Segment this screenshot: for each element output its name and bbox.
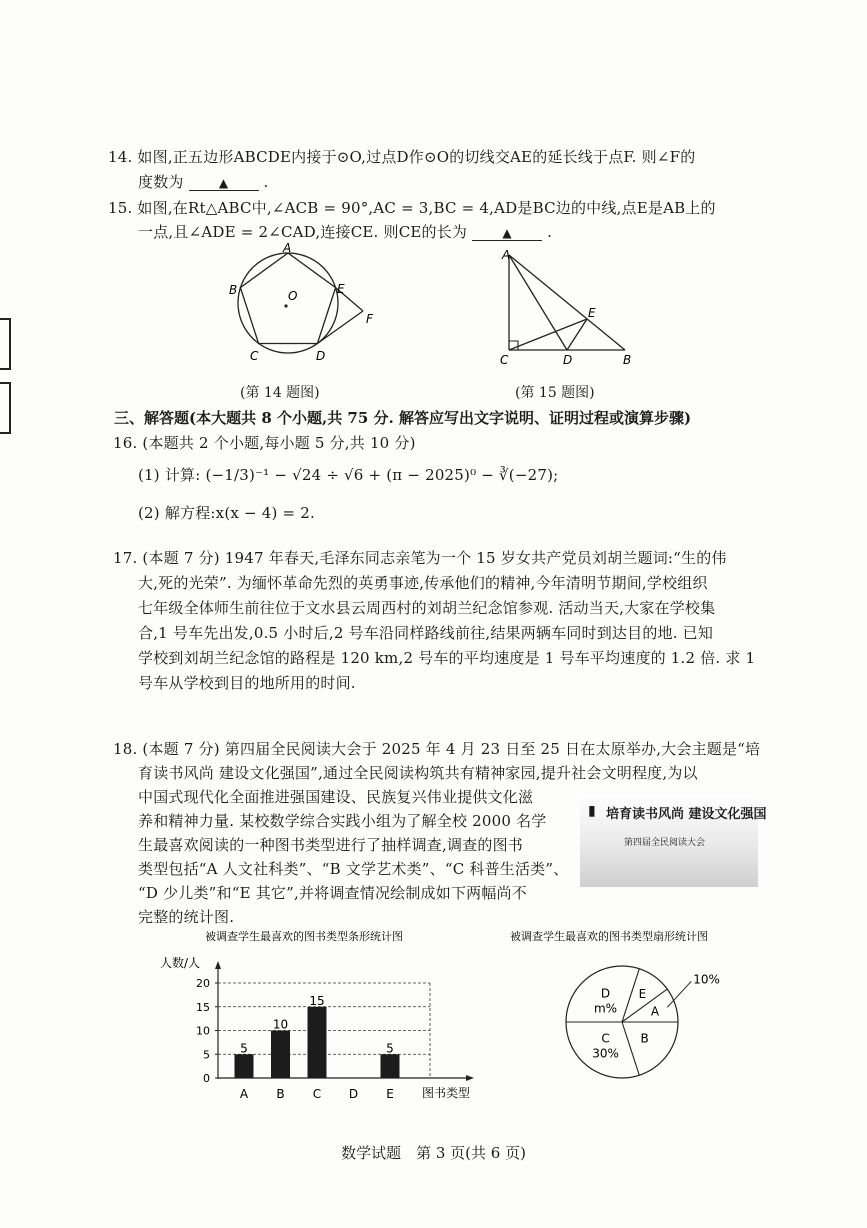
q14-line2-pre: 度数为 bbox=[138, 173, 184, 191]
q15-median-ad bbox=[509, 255, 567, 350]
q15-label-b: B bbox=[623, 353, 632, 367]
bar-B bbox=[271, 1031, 290, 1079]
pie-percent-label: m% bbox=[593, 1001, 618, 1016]
binding-mark bbox=[0, 432, 10, 434]
pie-chart bbox=[500, 925, 750, 1085]
bar-ytick-label: 15 bbox=[196, 1000, 210, 1014]
bar-category-label: C bbox=[312, 1087, 322, 1101]
q15-text-line1: 15. 如图,在Rt△ABC中,∠ACB = 90°,AC = 3,BC = 4,AD是BC边的中线,点E是AB上的 bbox=[108, 199, 716, 217]
bar-data-label: 10 bbox=[272, 1017, 289, 1032]
pie-slice-label: C bbox=[601, 1031, 610, 1046]
pie-slice-label: B bbox=[640, 1031, 649, 1046]
bar-data-label: 5 bbox=[386, 1041, 394, 1056]
q18-line: 完整的统计图. bbox=[138, 908, 235, 926]
poster-title: 培育读书风尚 建设文化强国 bbox=[606, 807, 767, 822]
q14-figure bbox=[220, 240, 390, 370]
binding-mark bbox=[9, 318, 11, 370]
pie-slice-label: D bbox=[600, 986, 611, 1001]
poster-logo-icon: ▮ bbox=[588, 803, 596, 819]
binding-mark bbox=[0, 368, 10, 370]
q15-segment-ce bbox=[509, 319, 587, 350]
bar-ytick-label: 5 bbox=[203, 1048, 210, 1062]
q18-line: 生最喜欢阅读的一种图书类型进行了抽样调查,调查的图书 bbox=[138, 836, 523, 854]
q16-heading: 16. (本题共 2 个小题,每小题 5 分,共 10 分) bbox=[113, 434, 416, 452]
pie-divider bbox=[622, 1022, 639, 1075]
q14-circle bbox=[238, 253, 338, 353]
q15-figure bbox=[495, 245, 645, 375]
bar-chart-title: 被调查学生最喜欢的图书类型条形统计图 bbox=[205, 930, 403, 943]
pie-percent-label: 10% bbox=[693, 972, 720, 987]
q14-text-line1: 14. 如图,正五边形ABCDE内接于⊙O,过点D作⊙O的切线交AE的延长线于点F. 则∠F的 bbox=[108, 148, 696, 166]
q17-line: 学校到刘胡兰纪念馆的路程是 120 km,2 号车的平均速度是 1 号车平均速度的 1.2 倍. 求 1 bbox=[138, 649, 756, 667]
q15-label-c: C bbox=[500, 353, 509, 367]
q14-label-b: B bbox=[229, 283, 238, 297]
q14-label-f: F bbox=[366, 312, 373, 326]
q14-label-c: C bbox=[250, 349, 259, 363]
q17-line: 号车从学校到目的地所用的时间. bbox=[138, 674, 356, 692]
q17-line: 合,1 号车先出发,0.5 小时后,2 号车沿同样路线前往,结果两辆车同时到达目的地. 已知 bbox=[138, 624, 714, 642]
pie-percent-label: 30% bbox=[592, 1046, 619, 1061]
q15-line2-pre: 一点,且∠ADE = 2∠CAD,连接CE. 则CE的长为 bbox=[138, 223, 468, 241]
pie-divider bbox=[622, 969, 639, 1022]
bar-C bbox=[308, 1007, 327, 1078]
bar-y-axis-arrow bbox=[215, 961, 221, 969]
pie-chart-title: 被调查学生最喜欢的图书类型扇形统计图 bbox=[510, 930, 708, 943]
q15-side-ab bbox=[509, 255, 625, 350]
q16-part1-label: (1) 计算: bbox=[138, 466, 201, 484]
bar-E bbox=[381, 1054, 400, 1078]
q14-center-dot bbox=[284, 304, 287, 307]
bar-ytick-label: 20 bbox=[196, 977, 210, 990]
q15-label-a: A bbox=[502, 248, 511, 262]
bar-x-axis-arrow bbox=[466, 1075, 474, 1081]
q17-line: 七年级全体师生前往位于文水县云周西村的刘胡兰纪念馆参观. 活动当天,大家在学校集 bbox=[138, 599, 716, 617]
q18-line: 养和精神力量. 某校数学综合实践小组为了解全校 2000 名学 bbox=[138, 812, 547, 830]
q18-line: 类型包括“A 人文社科类”、“B 文学艺术类”、“C 科普生活类”、 bbox=[138, 860, 569, 878]
bar-chart bbox=[150, 925, 510, 1105]
bar-data-label: 15 bbox=[309, 993, 325, 1008]
q14-label-a: A bbox=[283, 241, 292, 255]
q18-line: 18. (本题 7 分) 第四届全民阅读大会于 2025 年 4 月 23 日至 25 日在太原举办,大会主题是“培 bbox=[113, 740, 761, 758]
q15-line2-post: . bbox=[547, 223, 553, 241]
q15-blank-mark: ▲ bbox=[502, 226, 512, 240]
pie-slice-label: E bbox=[638, 986, 647, 1001]
q18-line: “D 少儿类”和“E 其它”,并将调查情况绘制成如下两幅尚不 bbox=[138, 884, 527, 902]
reading-conference-poster bbox=[580, 795, 767, 887]
bar-chart-ylabel: 人数/人 bbox=[160, 956, 201, 970]
q14-tangent-df bbox=[317, 311, 363, 344]
bar-category-label: D bbox=[348, 1087, 359, 1101]
bar-chart-xlabel: 图书类型 bbox=[422, 1086, 471, 1100]
q15-caption: (第 15 题图) bbox=[515, 385, 595, 401]
bar-category-label: A bbox=[239, 1087, 249, 1101]
bar-category-label: E bbox=[386, 1087, 394, 1101]
binding-mark bbox=[9, 382, 11, 434]
bar-category-label: B bbox=[276, 1087, 285, 1101]
q14-answer-blank[interactable] bbox=[189, 173, 259, 191]
q14-blank-mark: ▲ bbox=[218, 176, 229, 190]
q14-label-e: E bbox=[337, 282, 345, 296]
q17-line: 17. (本题 7 分) 1947 年春天,毛泽东同志亲笔为一个 15 岁女共产党员刘胡兰题词:“生的伟 bbox=[113, 549, 727, 567]
q17-line: 大,死的光荣”. 为缅怀革命先烈的英勇事迹,传承他们的精神,今年清明节期间,学校组织 bbox=[138, 574, 708, 592]
page-footer: 数学试题 第 3 页(共 6 页) bbox=[341, 1144, 526, 1162]
q16-part2: (2) 解方程:x(x − 4) = 2. bbox=[138, 504, 315, 522]
q15-text-line2 bbox=[138, 221, 552, 242]
bar-ytick-label: 0 bbox=[203, 1072, 210, 1085]
bar-A bbox=[235, 1054, 254, 1078]
q14-label-d: D bbox=[316, 349, 326, 363]
bar-ytick-label: 10 bbox=[196, 1024, 210, 1038]
q15-label-e: E bbox=[588, 306, 596, 320]
poster-subtitle: 第四届全民阅读大会 bbox=[624, 838, 706, 848]
q14-label-o: O bbox=[288, 289, 298, 303]
q15-answer-blank[interactable] bbox=[472, 223, 542, 241]
q18-line: 中国式现代化全面推进强国建设、民族复兴伟业提供文化滋 bbox=[138, 788, 534, 806]
q15-label-d: D bbox=[563, 353, 573, 367]
bar-data-label: 5 bbox=[240, 1041, 248, 1056]
q16-part1-expression: (−1/3)⁻¹ − √24 ÷ √6 + (π − 2025)⁰ − ∛(−27); bbox=[205, 466, 559, 484]
pie-slice-label: A bbox=[650, 1004, 660, 1019]
q14-line2-post: . bbox=[263, 173, 269, 191]
q14-text-line2 bbox=[138, 171, 269, 192]
q16-part1 bbox=[138, 464, 558, 485]
section-3-heading: 三、解答题(本大题共 8 个小题,共 75 分. 解答应写出文字说明、证明过程或演算步骤) bbox=[114, 409, 692, 427]
q14-caption: (第 14 题图) bbox=[240, 385, 320, 401]
q18-line: 育读书风尚 建设文化强国”,通过全民阅读构筑共有精神家园,提升社会文明程度,为以 bbox=[138, 764, 698, 782]
